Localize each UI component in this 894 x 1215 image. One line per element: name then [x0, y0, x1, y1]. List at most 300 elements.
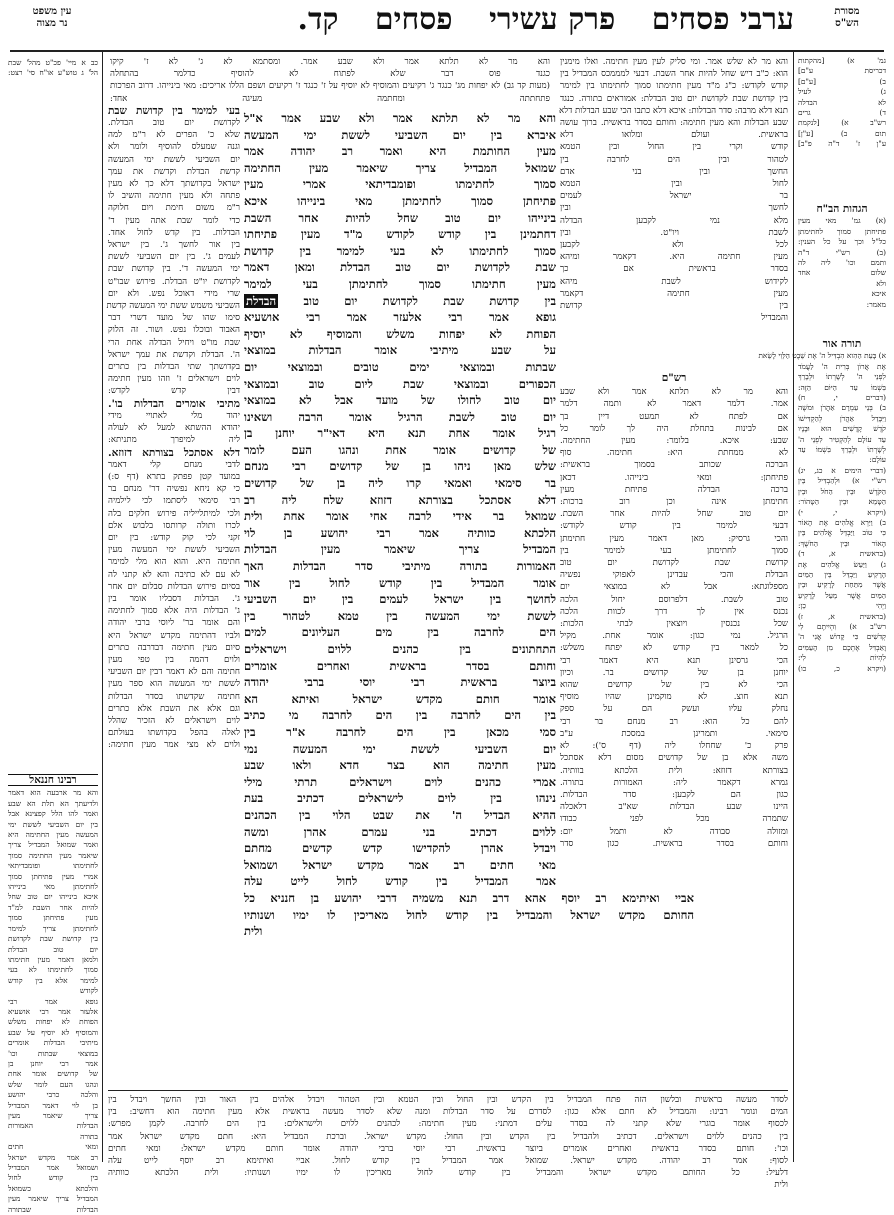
masoret-line: ע"ן ז' ד"ה פ"ב]: [798, 139, 886, 149]
masoret-line: ד) גרים: [798, 108, 886, 118]
tosafot-line: לחשך ובין: [560, 203, 788, 214]
tosafot-line: קודש וקרי בין החול ובין הטמא: [560, 142, 788, 153]
gemara-line: אביי ואיתימא רב יוסף אהא דרב תנא משמיה דרבי יהושע בן חנניא כל: [244, 890, 694, 905]
rabbeinu-chananel-line: ואמר שמואל המבדיל צריך: [8, 840, 98, 850]
rashbam-line: שתמרה מכל לפני כבודו: [560, 814, 788, 825]
rashbam-line: והכי גרסיק: מאן דאמר מעין חתימתן: [560, 533, 788, 544]
gemara-line: אומר חותם מקדש ישראל ואיתא הא: [244, 691, 556, 706]
rashbam-line: וחותם בסדר בראשית. כגון סדר: [560, 838, 788, 849]
torah-or-line: (ויקרא כ, כו): [798, 663, 886, 673]
rashbam-line: הבדלת והכי עבדינן לאפוקי נפשיה: [560, 570, 788, 581]
gemara-line: של קדושים אומר אחת ונהגו העם לומר: [244, 442, 556, 457]
rashi-line: שרי מידי דאוכל נפש. ולא יום: [108, 288, 240, 299]
torah-or-lines: [758, 351, 886, 674]
masoret-line: לא הבדלה: [798, 97, 886, 107]
rabbeinu-chananel-line: אמרי מעין פתיחתן סמוך: [8, 871, 98, 881]
hagahot-column: [798, 200, 886, 330]
rabbeinu-chananel-line: בן לוי דאמר המבדיל: [8, 1100, 98, 1110]
bottom-commentary-line: בין כהנים ללוים וישראלים. דכתיב ולהבדיל בין הקדש ובין החול: מקדש ישראל. וברכת המבדיל היא: חתם מקדש ישראל אמר: [108, 1131, 788, 1142]
bottom-rule: [108, 1090, 788, 1091]
rashi-line: לקדושת יום טוב הבדלת.: [108, 118, 240, 129]
dibbur-hamatchil-highlight: הבדלת: [246, 293, 277, 308]
rashbam-line: סמוך לחתימתן בעי למימר בין: [560, 545, 788, 556]
torah-or-line: קְדֹשִׁים כִּי קָדוֹשׁ אֲנִי ה': [798, 632, 886, 642]
folio-number: קד.: [297, 2, 339, 37]
tosafot-line: לכל ולא לקבען: [560, 240, 788, 251]
gemara-line: התחתונים בין כהנים ללוים וישראלים: [244, 642, 556, 656]
rashbam-line: בצורתא דזוזא: ולית הלכתא בוותיה.: [560, 765, 788, 776]
torah-or-line: אֶת אֲרוֹן בְּרִית ה' לַעֲמֹד: [798, 361, 886, 371]
tosafot-line: תנא דלא מרבה: סדר הבדלות: איכא דלא כתבו הכי שבע הבדלות דלא: [559, 105, 788, 116]
rabbeinu-chananel-line: הפוחת לא יפחות משלש: [8, 1017, 98, 1027]
torah-or-line: לִפְנֵי ה' לְשָׁרְתוֹ וּלְבָרֵךְ: [798, 372, 886, 382]
rashbam-right-lines: [560, 386, 788, 850]
rashbam-line: הכי גרסינן תנא היא דאמר רבי: [560, 655, 788, 666]
gemara-line: ההיא הבדיל ה' את שבט הלוי בין הכהנים: [244, 807, 556, 822]
torah-or-line: עַד עוֹלָם לְהַקְטִיר לִפְנֵי ה': [798, 434, 886, 444]
tractate-title: ערבי פסחים: [651, 2, 794, 37]
rashbam-line: נחלק עליו ועשק הם על ספק: [560, 704, 788, 715]
rashbam-right-title: רש"ם: [661, 372, 687, 384]
tosafot-line: בין קדושת: [560, 301, 788, 312]
torah-or-line: א) בָּעֵת הַהִוא הִבְדִּיל ה' אֶת שֵׁבֶט הַלֵּוִי לָשֵׂאת: [758, 351, 886, 361]
rashbam-line: הברכה שכותב בסמוך בראשית:: [560, 460, 788, 471]
rabbeinu-chananel-line: להיות אחר השבת למ"ד: [8, 902, 98, 912]
rabbeinu-chananel-line: אלעזר אמר רבי אושעיא: [8, 1006, 98, 1016]
gemara-line: הפוחת לא יפחות משלש והמוסיף לא יוסיף: [244, 326, 556, 341]
rashi-line: כי קא ניחא נפשיה דר' מנחם בר: [108, 484, 240, 495]
rabbeinu-chananel-line: הבדלות האמורות: [8, 1121, 98, 1131]
rabbeinu-chananel-title: רבינו חננאל: [8, 774, 98, 786]
torah-or-line: (ויקרא י, י): [798, 507, 886, 517]
rashi-line: שבת מו"ט ויחיל הבדלה אחת הרי: [108, 337, 240, 348]
rashbam-line: שבע: איכא. בלומר: מעין החתימה.: [560, 436, 788, 447]
gemara-line: על שבע מיתיבי אומר הבדלות במוצאי: [244, 343, 556, 358]
gemara-line: יום השביעי לששת ימי המעשה נמי: [244, 741, 556, 756]
rashbam-line: והא מר לא תלתא אמר ולא שבע: [560, 387, 788, 398]
rashbam-line: אמר. דלמר דאמר לא ותמה דלמר: [560, 399, 788, 410]
tosafot-line: בסדר בראשית אם כך: [560, 264, 788, 275]
rashbam-line: היינו שבע הבדלות שא"ב דלאכלה: [560, 802, 788, 813]
rashi-line: לששת ימי המעשה הוא ספר מעין: [108, 679, 240, 690]
ein-mishpat-lines: [8, 58, 98, 79]
hagahot-line: ולא: [876, 278, 886, 288]
tractate-name: פסחים: [374, 2, 453, 37]
tosafot-line: קודש לקודש: כ"ג מ"ד מעין חתימתו סמוך לחתימתו בין למימר: [560, 81, 788, 92]
rabbeinu-chananel-line: בין קדושת שבת לקדושת: [8, 934, 98, 944]
tosafot-line: בראשית. ועולם ומלואו דלא: [560, 130, 788, 141]
rashi-line: זקני לכי קוק קודש: בין יום: [108, 532, 240, 543]
rabbeinu-chananel-line: ואמר להו הלל קפצינא אבל: [8, 809, 98, 819]
rashbam-line: משה אלא בן של קדושים מסום דלא אסתכל: [560, 753, 788, 764]
gemara-line: לששת ימי המעשה בין טמא לטהור בין: [244, 608, 556, 623]
gemara-line: פתיחתן סמוך לחתימתן מאי בינייהו איכא: [244, 193, 556, 208]
rashbam-line: הכי לא בין של קדושים שהוא: [560, 680, 788, 691]
gemara-line: מאי חתים רב אמר מקדש ישראל ושמואל: [244, 857, 556, 872]
tosafot-line: מלא נמי לקבען הבדלה: [560, 215, 788, 226]
torah-or-line: לְשָׁרְתוֹ וּלְבָרֵךְ בִּשְׁמוֹ עַד: [798, 445, 886, 455]
rabbeinu-chananel-line: צריך שיאמר מעין: [8, 1111, 98, 1120]
rabbeinu-chananel-line: ומאי חתים: [8, 1142, 98, 1152]
rashbam-right-column: [560, 368, 788, 868]
hagahot-line: שלום אחד: [798, 268, 886, 278]
rabbeinu-chananel-line: של קדושים אומר אחת: [8, 1069, 98, 1079]
rashi-line: השביעי לששת ימי המעשה מעין: [108, 545, 240, 556]
rabbeinu-chananel-line: ונהגו העם לומר שלש: [8, 1079, 98, 1089]
rabbeinu-chananel-line: לקודש: [79, 986, 98, 996]
rashi-line: ולכי למיתלייליה פירוש חלקים בלה: [108, 508, 240, 519]
torah-or-title: תורה אור: [822, 338, 862, 350]
rashbam-line: אם לפתח לא תמעט דיין בך: [560, 411, 788, 422]
gemara-line: הכפורים ובמוצאי שבת ליום טוב ובמוצאי: [244, 376, 556, 391]
gemara-line: אומר המבדיל בין קודש לחול בין אור: [244, 575, 556, 590]
rashbam-line: מספלוגתא: אבל לא במוצאי יום: [560, 582, 788, 593]
rabbeinu-chananel-line: ושמואל אמר המבדיל: [8, 1163, 98, 1173]
rashbam-line: נכנס אין לך דרך לכוות הלכה: [560, 606, 788, 617]
masoret-line: רש"ב א) [לנקמת: [798, 118, 886, 128]
torah-or-line: הָאוֹר וּבֵין הַחֹשֶׁךְ:: [798, 538, 886, 548]
rabbeinu-chananel-line: למימר אלא בין קודש: [8, 975, 98, 985]
rashi-line: ולוים דהמה בין טפי מעין: [108, 654, 240, 665]
rashi-line: במועד קטן פפתק בתרא (דף ס:): [108, 471, 240, 482]
tosafot-line: והמבדיל: [761, 313, 788, 324]
gemara-line: שמואל המבדיל צריך שיאמר מעין החתימה: [244, 160, 556, 175]
bottom-commentary-line: לסדר מעשה בראשית ובלשון הזה פתח המבדיל בין הקדש ובין החול ובין הטמא ובין הטהור ויבדל אלהים בין האור ובין החשך ויבדל בין: [108, 1095, 788, 1105]
gemara-line: לחושך בין ישראל לעמים בין יום השביעי: [244, 592, 556, 607]
rabbeinu-chananel-line: מעין פתיחתן סמוך: [8, 913, 98, 923]
rashi-line: והם אומר בר' ליוסי ברבי יהודה: [108, 618, 240, 629]
rashi-line: וגנה שמעלס להוסיף ולומר ולא: [108, 142, 240, 153]
torah-or-line: הַטָּמֵא וּבֵין הַטָּהוֹר:: [798, 497, 886, 507]
gemara-line: בינייהו יום טוב שחל להיות אחר השבת: [244, 210, 556, 225]
rashi-line: האבוד ובוכלו נפש. ושור. זה הלוק: [108, 325, 240, 336]
hagahot-line: (ב) רש"י ד"ה: [798, 247, 886, 257]
rashi-line: ישראל בקדושתך דלא כך לא מעין: [108, 179, 240, 190]
rashi-line: לאלה בהפל בקדושתו בעולתם: [108, 728, 240, 739]
chapter-title: פרק עשירי: [489, 2, 616, 37]
gemara-line: בין קדושת שבת לקדושת יום טוב הבדלת: [246, 293, 556, 308]
masoret-lines: [798, 56, 886, 150]
gemara-line: ביוצר בראשית רבי יוסי ברבי יהודה: [244, 675, 556, 690]
left-margin-rule: [102, 52, 103, 1162]
tosafot-line: מעין חתימה דקאמר: [560, 288, 788, 299]
rashi-line: ליה למיפרך מתניתא:: [108, 435, 240, 446]
gemara-line: דלא אסתכל בצורתא דזוזא שלח ליה רב: [244, 492, 556, 507]
torah-or-line: אֲשֶׁר מִתַּחַת לָרָקִיעַ וּבֵין: [798, 580, 886, 590]
rashi-line: לוים וישראלים לא הזכיר שהלל: [108, 715, 240, 726]
page-header: [0, 0, 894, 52]
rashi-line: סיום מעין חתימה דבדרבה כתרים: [108, 642, 240, 653]
rashi-line: הבדלות. בין קדש לחול אחד.: [108, 227, 240, 238]
rashi-line: ר"מ משום חימת ויום חלוקה: [108, 203, 240, 214]
rashbam-line: אם לבינות בתחלת היה לך לומר כל: [560, 423, 788, 434]
rashi-line: לא עם לא כתיבה והא לא קתני לה: [108, 569, 240, 580]
torah-or-line: לִהְיוֹת לִי:: [798, 653, 886, 663]
ein-mishpat-line: כב א מיי' פכ"ט מהל' שבת: [8, 58, 98, 67]
tosafot-line: והא מר לא שלש אמר. ומי סליק לעין מעין חתימה. ואלו מימנין: [560, 57, 788, 67]
rabbeinu-chananel-line: לחתימתן מאי בינייהו: [8, 882, 98, 892]
rashbam-line: פתיחתן: ומאי בינייהו. דכאן: [560, 472, 788, 483]
hagahot-line: ותמם וכו' ליה לה: [798, 258, 886, 268]
masoret-line: גמ' א) [מהקתות: [798, 56, 886, 65]
rashi-line: כדי לומר שבת אתה מעין ד': [108, 215, 240, 226]
torah-or-line: עוֹלָם:: [869, 455, 886, 465]
gemara-line: הים לחרבה בין מים העליונים למים: [244, 625, 556, 640]
torah-or-line: ג) וַיַּעַשׂ אֱלֹהִים אֶת: [798, 559, 886, 569]
tosafot-line: לחול ובין הטמא: [560, 179, 788, 190]
gemara-line: סמי מכאן בין הים לחרבה א"ר בין: [244, 724, 556, 739]
ein-mishpat-line: הל' ג טוש"ע או"ח סי' רצט:: [8, 68, 98, 78]
rashbam-line: ומזולה סבודה לא ותמל יום:: [560, 826, 788, 837]
rashi-line: חתימה שקדשתו בסדר הבדלות: [108, 691, 240, 702]
hagahot-line: איכא: [871, 289, 886, 299]
masoret-line: ב) [ע"ם]: [798, 76, 886, 86]
tosafot-line: שבע הבדלות והא מעין חתימה: וחותם בסדר בראשית. ברוך עושה: [560, 118, 788, 129]
header-rule: [10, 50, 884, 52]
bottom-commentary-lines: [108, 1094, 788, 1192]
rabbeinu-chananel-line: בין קודש לחול: [8, 1173, 98, 1183]
masoret-column: [798, 56, 886, 196]
bottom-commentary-line: וכו': חותם בסדר בראשית ואחרים אומרים ביוצר בראשית. רבי יוסי ברבי יהודה אומר חותם מקדש ישראל: ומאי חתים: [108, 1143, 788, 1154]
rashi-line: פתחתתה ומחתמה מעיגה אחד:: [110, 93, 550, 104]
rashi-line: ה'. הבדלת וקדשת את עמך ישראל: [108, 349, 240, 360]
gemara-line: מעין החותמת היא ואמר רב יהודה אמר: [244, 144, 556, 159]
rashi-line: לוים וישראלים ז' וזהו מעין חתימה: [108, 374, 240, 385]
rashi-line: בעי למימר בין קדושת שבת: [108, 104, 240, 117]
gemara-line: ללוים דכתיב בני עמרם אהרן ומשה: [244, 824, 556, 839]
gemara-line: דחתמינן בין קודש לקודש מ"ד מעין פתיחתו: [244, 227, 556, 242]
rashi-line: השביעי משמש ששת ימי המעשה קדשת: [106, 301, 240, 312]
hagahot-line: כל"ל וכך על כל הענין:: [798, 237, 886, 247]
rashbam-line: גמרא דקאמר ליה: האמורות בתורה.: [560, 777, 788, 788]
rabbeinu-chananel-line: המעשה מעין החתימה היא: [8, 830, 98, 840]
rashi-line: לדבי מנחם קלי דאמר: [108, 459, 240, 470]
gemara-line: גופא אמר רבי אלעזר אמר רבי אושעיא: [244, 310, 556, 325]
masoret-line: תום ב) [ע"ן]: [798, 128, 886, 138]
rashi-line: פתחה ולא מעין חתימה והשיב לו: [108, 191, 240, 202]
gemara-line: האמורות בתורה מיתיבי סדר הבדלות האך: [244, 559, 556, 574]
hagahot-lines: [798, 216, 886, 310]
tosafot-line: לטהור ובין הים לחרבה בין: [560, 154, 788, 165]
rashi-line: סימו שהו של מועד דשרי דבר: [108, 313, 240, 324]
running-title: [94, 2, 794, 37]
hagahot-line: פתיחתן סמוך לחתימתן: [798, 226, 886, 236]
hagahot-line: (א) גמ' מאי מעין: [798, 216, 886, 226]
masoret-line: ג) לעיל: [798, 87, 886, 97]
gemara-line: והא מר לא תלתא אמר ולא שבע אמר א"ל: [244, 111, 556, 125]
tosafot-line: מעין חתימה היא. דקאמר ומיהא: [560, 252, 788, 263]
rabbeinu-chananel-line: יום טוב הבדלת: [8, 944, 98, 954]
gemara-line: שבת לקדושת יום טוב הבדלת ומאן דאמר: [244, 260, 556, 275]
rashi-line: ולביו דהתימה מקדש ישראל היא: [108, 630, 240, 641]
torah-or-line: וַיְהִי כֵן:: [798, 601, 886, 611]
torah-or-line: רש"ב א) וִהְיִיתֶם לִי: [798, 621, 886, 631]
rabbeinu-chananel-line: רב אמר מקדש ישראל: [8, 1152, 98, 1162]
rabbeinu-chananel-line: ולדיעתך הא תלת הא שבע: [8, 798, 98, 808]
gemara-line: סמוך לחתימתו ופומבדיתאי אמרי מעין: [244, 177, 556, 192]
rashbam-line: שכל נכנסין ויוצאין לבתי הלכות:: [560, 619, 788, 630]
rashi-line: לקדושת יו"ט הבדלת. פירוש שבו"ט: [108, 276, 240, 287]
gemara-line: ויבדל אהרן להקדישו קדש קדשים מחתם: [244, 841, 556, 856]
rabbeinu-chananel-line: בין יום השביעי לששת ימי: [8, 819, 98, 829]
gemara-line: המבדיל צריך שיאמר מעין הבדלות: [244, 542, 556, 557]
rashbam-line: ברכה הבדלה פתיחת מעין: [560, 484, 788, 495]
torah-or-line: כִּי טוֹב וַיַּבְדֵּל אֱלֹהִים בֵּין: [798, 528, 886, 538]
gemara-line: סמוך לחתימתו לא בעי למימר בין קדושת: [244, 243, 556, 258]
gemara-line: שבתות ובמוצאי ימים טובים ובמוצאי יום: [244, 359, 556, 374]
tosafot-line: החשך ובין בני אדם: [560, 166, 788, 177]
rashbam-line: תנא חוצ. לא מוקמינן שהיו מוסיף: [560, 692, 788, 703]
rashbam-line: דבעי למימר בין קודש לקודש:: [560, 521, 788, 532]
rabbeinu-chananel-column: [8, 770, 98, 1214]
rashbam-line: טוב לשבת. דלפרוסם יחול הלכה: [560, 594, 788, 605]
rashi-line: יהודא ההשתא למעל לא לעולה: [108, 423, 240, 434]
rashi-line: כגנד פוס דבר שלא לפתוח לא להוסיף כדלמר בהתחלה: [110, 69, 550, 80]
rabbeinu-chananel-line: הבדלות שבתורה: [8, 1204, 98, 1214]
rashi-line: יהוד מלי לאתויי מידי: [108, 410, 240, 421]
rashi-line: שלא כ' הפרים לא ר"מ למה: [108, 130, 240, 141]
bottom-commentary-line: דלעיל: כל החותם מקדש ישראל והמבדיל בין קודש לחול מאריכין לו ימיו ושנותיו: ולית הלכתא כוותיה: [108, 1168, 788, 1179]
torah-or-line: וָאַבְדִּל אֶתְכֶם מִן הָעַמִּים: [798, 642, 886, 652]
torah-or-line: הָרָקִיעַ וַיַּבְדֵּל בֵּין הַמַּיִם: [798, 569, 886, 579]
rashi-line: ג'. הבדלות דסבליו אומר בין: [108, 593, 240, 604]
right-margin-rule: [793, 52, 794, 1162]
rashbam-line: קדושת שבת לקדושת יום טוב: [560, 558, 788, 569]
tosafot-line: לקידוש לשבת מיהא: [560, 276, 788, 287]
torah-or-line: ב) בְּנֵי עַמְרָם אַהֲרֹן וּמשֶׁה: [798, 403, 886, 413]
rabbeinu-chananel-line: לחתימתן צריך למימר: [8, 923, 98, 933]
ein-mishpat-label: עין משפט נר מצוה: [32, 6, 72, 29]
torah-or-line: רש"י א) וּלְהַבְדִּיל בֵּין: [798, 476, 886, 486]
rabbeinu-chananel-line: במוצאי שבתות וכו': [8, 1048, 98, 1058]
gemara-line: יום טוב לחולו של מועד אבל לא במוצאי: [244, 393, 556, 408]
bottom-commentary-line: ולית: [774, 1180, 788, 1191]
rashi-line: בסיום פירוש הבדלות סבלום יום אחר: [108, 581, 240, 592]
gemara-line: שמואל בר אידי לרבה אחי אומר אחת ולית: [244, 509, 556, 524]
bottom-commentary-line: המים ונומר רבינו: והמבדיל לא חתם אלא כגון: לסדרם על סדר הבדלות ומנה שלא לסדר מעשה בראשית אלא מעין חתימה הוא דחשיב: בין: [108, 1107, 788, 1118]
rabbeinu-chananel-line: והלכה כרבי יהושע: [8, 1090, 98, 1100]
torah-or-line: (דברים י, ח): [798, 393, 886, 403]
gemara-line: מעין חתימתו סמוך לחתימתן בעי למימר: [244, 276, 556, 291]
rashbam-line: פרק כ' שחחלו ליה (דף ס'): לא: [560, 741, 788, 752]
rashi-line: ימי המעשה ד'. בין קדושת שבת: [108, 264, 240, 275]
rashi-line: והא מר לא תלתא אמר ולא שבע אמר. ומסתמא לא ג' לא ז' קיקו: [110, 57, 550, 67]
rashi-line: בין אור לחשך ג'. בין ישראל: [108, 240, 240, 251]
rabbeinu-chananel-line: והמוסיף לא יוסיף על שבע: [8, 1027, 98, 1037]
rashi-line: לעמים ג'. בין יום השביעי לששת: [108, 252, 240, 263]
gemara-line: הלכתא כוותיה אמר רבי יהושע בן לוי: [244, 525, 556, 540]
bottom-commentary: [108, 1094, 788, 1204]
rashbam-line: יום טוב שחל להיות אחר השבת.: [560, 509, 788, 520]
rashi-line: רבי סימאי ליסתמו לכי לילמיה: [108, 496, 240, 507]
rashbam-line: סימאי. ותמרינן במסכת ע"ב: [560, 728, 788, 739]
tosafot-line: בין קדושת שבת לקדושת יום טוב הבדלת: אמוראים בתורה. כנגד: [560, 93, 788, 104]
rabbeinu-chananel-line: אמר רבי יוחנן בן: [8, 1058, 98, 1068]
gemara-line: בר סימאי ואמאי קרו ליה בן של קדושים: [244, 476, 556, 491]
rashi-line: לכרו ותולה קרותסו בלבוש אלם: [108, 520, 240, 531]
rabbeinu-chananel-line: והא מר ארבעה הוא דאמר: [8, 788, 98, 798]
rashi-line: מתיבי אומרים הבדלות בו'.: [108, 397, 240, 410]
rashi-line: דבין קדש לקדש:: [108, 386, 240, 397]
rabbeinu-chananel-line: גופא אמר רבי: [8, 996, 98, 1006]
rashi-line: חתימה והם לא דאמר דבין יום השביעי: [108, 667, 240, 678]
gemara-line: נינהו בין לוים לישראלים דכתיב בעת: [244, 791, 556, 806]
rashi-line: ולוים לא מצי אמר מעין חתימה:: [108, 740, 240, 751]
torah-or-line: (דברי הימים א כג, יג): [798, 465, 886, 475]
gemara-line: החותם מקדש ישראל והמבדיל בין קודש לחול מאריכין לו ימיו ושנותיו: [244, 907, 694, 922]
gemara-line: שלש מאן ניהו בן של קדושים רבי מנחם: [244, 459, 556, 474]
tosafot-lines: [560, 56, 788, 324]
rashbam-line: חתימתן אינה וכן רוב ברכות:: [560, 497, 788, 508]
rashi-line: וגם אלא את השבת אלא כתרים: [108, 703, 240, 714]
bottom-commentary-line: לסוף: אמר רב יהודה. מקדש ישראל. שמואל אמר המבדיל בין קודש לחול. אביי ואיתימא רב יוסף לייט עלה: [108, 1156, 788, 1167]
bottom-commentary-line: לכסוף אומר בוגרי שלא קתני לה בסדר עלים דמתני: מעין חתימה: לכהנים ללוים ולישראלים: בין הים לחרבה. לקמן מפרש:: [108, 1119, 788, 1130]
gemara-line: מעין חתימה הוא בצר חדא ולאו שבע: [244, 758, 556, 773]
torah-or-line: הַקֹּדֶשׁ וּבֵין הַחֹל וּבֵין: [798, 486, 886, 496]
rabbeinu-chananel-line: המבדיל צריך שיאמר מעין: [8, 1194, 98, 1204]
ein-mishpat-column: [8, 58, 98, 98]
rashi-line: קדשת הבדלת וקדשת את עמך: [108, 166, 240, 177]
tosafot-column: [560, 56, 788, 366]
rabbeinu-chananel-line: בתורה: [80, 1131, 98, 1141]
rabbeinu-chananel-line: והלכתא כשמואל: [8, 1183, 98, 1193]
rashi-line: דלא אסתכל בצורתא דזוזא.: [108, 446, 240, 459]
gemara-line: רגיל אומר אחת תנא היא דאי"ר יוחנן בן: [244, 426, 556, 441]
torah-or-line: בִּשְׁמוֹ עַד הַיּוֹם הַזֶּה:: [798, 382, 886, 392]
gemara-line: אמרי כהנים לוים וישראלים תרתי מילי: [244, 774, 556, 789]
rashi-line: (מעות קד גב) לא יפחות מג' כנגד ג' רקיעים והמוסיף לא יוסיף על ז' כנגד ז' רקיעים ושפם הללו אריכים: מאי בינייהו. דרוב הפרכות: [110, 81, 550, 92]
rashi-line: חתימה היא. והוא הוא מלי למימר: [108, 557, 240, 568]
gemara-line: בין הים לחרבה בין הים לחרבה מי כתיב: [244, 708, 556, 723]
rashbam-line: כל למאר בין קודש לא יפתח משלש:: [560, 643, 788, 654]
rashbam-line: כגון הם לקבען: סדר הבדלות.: [560, 789, 788, 800]
torah-or-column: [758, 335, 886, 855]
torah-or-line: ב) וַיַּרְא אֱלֹהִים אֶת הָאוֹר: [798, 517, 886, 527]
torah-or-line: (בראשית א, ז): [798, 611, 886, 621]
rashbam-line: להם כל הוא: רב מנחם בר רבי: [560, 716, 788, 727]
rashi-line: בקדושתך שתי הבדלות בין כתרים: [108, 362, 240, 373]
rashi-line: יום השביעי לששת ימי המעשה: [108, 154, 240, 165]
rabbeinu-chananel-line: סמוך לחתימתו לא בעי: [8, 965, 98, 975]
torah-or-line: (בראשית א, ד): [798, 549, 886, 559]
gemara-line: אמר המבדיל בין קודש לחול לייט עלה: [244, 874, 556, 889]
rabbeinu-chananel-line: ולמאן דאמר מעין חתימתו: [8, 954, 98, 964]
rabbeinu-chananel-lines: [8, 788, 98, 1215]
torah-or-line: הַמַּיִם אֲשֶׁר מֵעַל לָרָקִיעַ: [798, 590, 886, 600]
gemara-line: ולית: [244, 924, 263, 939]
torah-or-line: וַיִּבָּדֵל אַהֲרֹן לְהַקְדִּישׁוֹ: [798, 413, 886, 423]
rabbeinu-chananel-line: איכא בינייהו יום טוב שחל: [8, 892, 98, 902]
hagahot-title: הגהות הב"ח: [816, 203, 868, 215]
rashbam-line: יוחנן בן של קדושים בר. וכיון: [560, 667, 788, 678]
rabbeinu-chananel-line: לחתימתו ופומבדיתאי: [8, 861, 98, 871]
torah-or-line: קֹדֶשׁ קָדָשִׁים הוּא וּבָנָיו: [798, 424, 886, 434]
rabbeinu-chananel-line: מיתיבי הבדלות אומרים: [8, 1038, 98, 1048]
rashbam-line: לא ממחתת היא: חתימה. סוף: [560, 448, 788, 459]
tosafot-line: בר ישראל לעמים: [560, 191, 788, 202]
masoret-hashas-label: מסורת הש"ס: [834, 6, 860, 29]
gemara-line: איברא בין יום השביעי לששת ימי המעשה: [244, 127, 556, 142]
gemara-line: יום טוב לשבת הרגיל אומר הרבה ושאינו: [244, 409, 556, 424]
tosafot-line: הוא: כ"ב דיש שחל להיות אחר השבת. דבעי למממכס המבדיל בין: [560, 69, 788, 80]
rashi-line: ג' הבדלות היה אלא סמוך לחתימה: [108, 606, 240, 617]
rashbam-line: הרגיל. נמי כגון: אומר אחת. מקיל: [560, 631, 788, 642]
rabbeinu-chananel-line: שיאמר מעין החתימה סמוך: [8, 850, 98, 860]
hagahot-line: מאמר:: [866, 299, 886, 309]
tosafot-line: לשבת ויו"ט. ובין: [560, 227, 788, 238]
masoret-line: דכריסת ע"ם]: [798, 66, 886, 76]
gemara-line: וחותם בסדר בראשית ואחרים אומרים: [244, 658, 556, 673]
